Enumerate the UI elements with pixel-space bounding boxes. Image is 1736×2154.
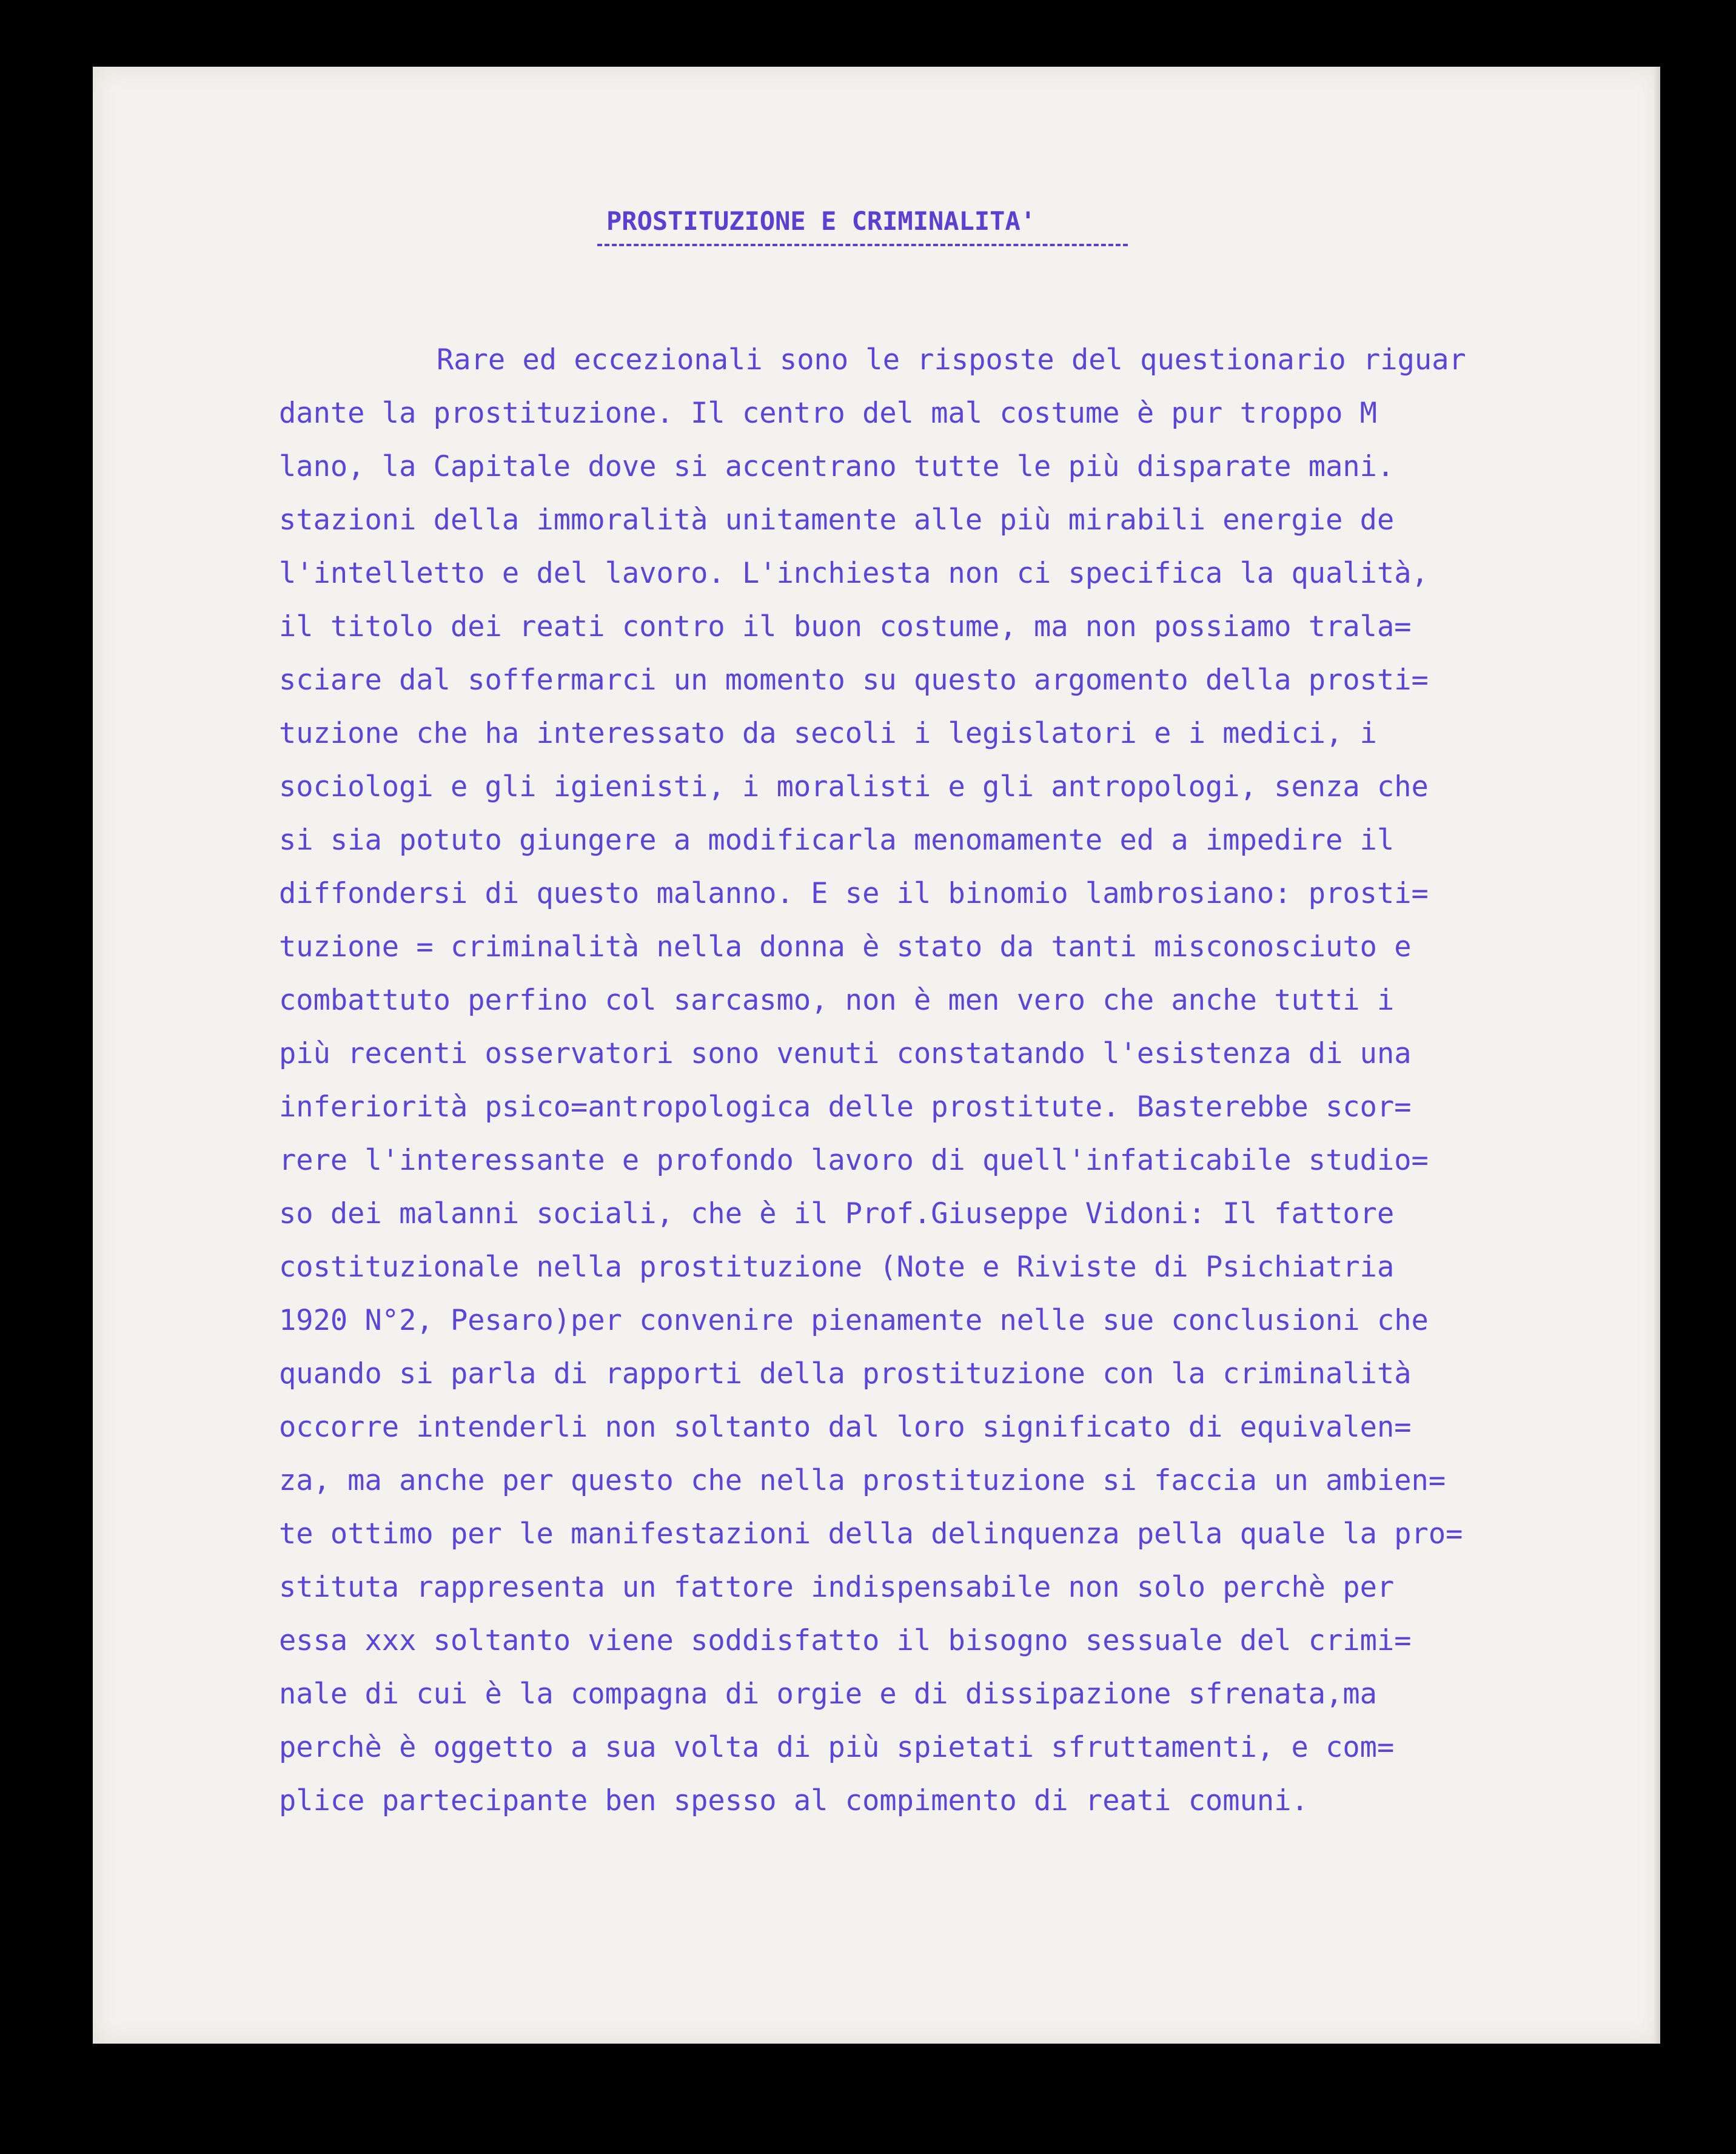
text-line: sciare dal soffermarci un momento su questo argomento della prosti= [279,663,1429,697]
text-line: diffondersi di questo malanno. E se il binomio lambrosiano: prosti= [279,877,1429,910]
text-line: combattuto perfino col sarcasmo, non è men vero che anche tutti i [279,984,1395,1017]
text-line: plice partecipante ben spesso al compimento di reati comuni. [279,1784,1309,1817]
text-line: za, ma anche per questo che nella prostituzione si faccia un ambien= [279,1464,1446,1497]
text-line: tuzione che ha interessato da secoli i legislatori e i medici, i [279,717,1377,750]
text-line: stazioni della immoralità unitamente alle più mirabili energie de [279,503,1395,537]
text-line: occorre intenderli non soltanto dal loro significato di equivalen= [279,1411,1412,1444]
text-line: quando si parla di rapporti della prostituzione con la criminalità [279,1357,1412,1391]
document-title: PROSTITUZIONE E CRIMINALITA' [606,206,1036,236]
text-line: tuzione = criminalità nella donna è stato da tanti misconosciuto e [279,930,1412,964]
text-line: stituta rappresenta un fattore indispensabile non solo perchè per [279,1571,1395,1604]
text-line: inferiorità psico=antropologica delle prostitute. Basterebbe scor= [279,1090,1412,1124]
text-line: rere l'interessante e profondo lavoro di quell'infaticabile studio= [279,1144,1429,1177]
title-underline [597,244,1128,246]
text-line: nale di cui è la compagna di orgie e di dissipazione sfrenata,ma [279,1677,1377,1711]
text-line: sociologi e gli igienisti, i moralisti e gli antropologi, senza che [279,770,1429,804]
text-line: Rare ed eccezionali sono le risposte del questionario riguar [437,343,1466,377]
body-text [279,334,1601,1828]
text-line: te ottimo per le manifestazioni della delinquenza pella quale la pro= [279,1517,1463,1551]
text-line: so dei malanni sociali, che è il Prof.Giuseppe Vidoni: Il fattore [279,1197,1395,1230]
text-line: il titolo dei reati contro il buon costume, ma non possiamo trala= [279,610,1412,643]
text-line: 1920 N°2, Pesaro)per convenire pienamente nelle sue conclusioni che [279,1304,1429,1337]
text-line: l'intelletto e del lavoro. L'inchiesta non ci specifica la qualità, [279,557,1429,590]
text-line: perchè è oggetto a sua volta di più spietati sfruttamenti, e com= [279,1731,1395,1764]
text-line: lano, la Capitale dove si accentrano tutte le più disparate mani. [279,450,1395,483]
paper-edge [1654,67,1660,2044]
text-line: costituzionale nella prostituzione (Note e Riviste di Psichiatria [279,1250,1395,1284]
text-line: più recenti osservatori sono venuti constatando l'esistenza di una [279,1037,1412,1070]
text-line: dante la prostituzione. Il centro del mal costume è pur troppo M [279,397,1377,430]
text-line: si sia potuto giungere a modificarla menomamente ed a impedire il [279,824,1395,857]
text-line: essa xxx soltanto viene soddisfatto il bisogno sessuale del crimi= [279,1624,1412,1657]
